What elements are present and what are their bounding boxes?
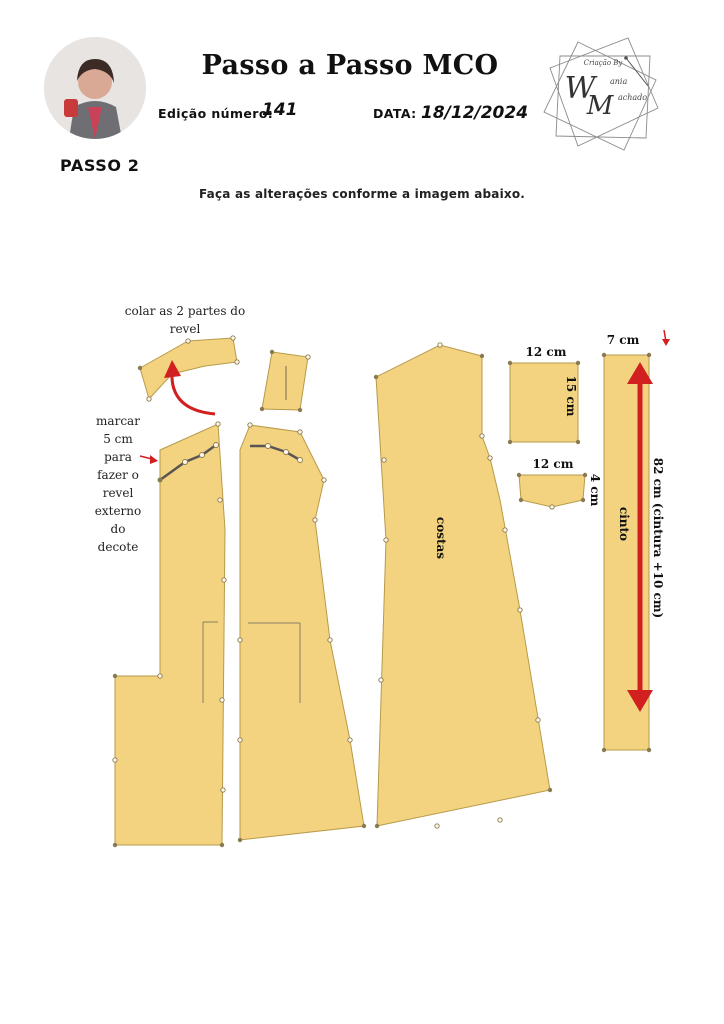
instruction-text: Faça as alterações conforme a imagem abaixo. bbox=[198, 187, 526, 201]
revel-piece bbox=[140, 338, 237, 399]
svg-text:Criação By: Criação By bbox=[583, 59, 623, 67]
note-line: 5 cm bbox=[103, 432, 133, 446]
curved-arrow-icon bbox=[172, 372, 215, 414]
pointer-arrowhead-icon bbox=[150, 455, 158, 464]
note-line: fazer o bbox=[97, 468, 139, 482]
edition-number: 141 bbox=[262, 100, 298, 120]
svg-text:ania: ania bbox=[610, 77, 628, 86]
back-label: costas bbox=[434, 516, 448, 560]
note-line: revel bbox=[169, 322, 201, 336]
belt-length-label: 82 cm (cintura +10 cm) bbox=[651, 457, 665, 619]
note-line: do bbox=[110, 522, 126, 536]
pocket-flap-piece bbox=[519, 475, 585, 507]
note-line: marcar bbox=[96, 414, 140, 428]
belt-width-label: 7 cm bbox=[606, 333, 640, 347]
note-line: colar as 2 partes do bbox=[124, 304, 246, 318]
note-line: decote bbox=[97, 540, 139, 554]
svg-text:M: M bbox=[586, 91, 614, 121]
date-label: DATA: bbox=[373, 106, 417, 121]
flap-height-label: 4 cm bbox=[588, 473, 602, 507]
note-line: para bbox=[104, 450, 132, 464]
pointer-arrowhead-icon bbox=[662, 339, 670, 346]
pocket-height-label: 15 cm bbox=[564, 375, 578, 417]
pocket-width-label: 12 cm bbox=[525, 345, 567, 359]
note-line: revel bbox=[102, 486, 134, 500]
step-heading: PASSO 2 bbox=[60, 156, 140, 175]
front-neck-piece bbox=[262, 352, 308, 410]
edition-label: Edição número: bbox=[158, 106, 274, 121]
page-title: Passo a Passo MCO bbox=[201, 50, 499, 81]
date-value: 18/12/2024 bbox=[421, 103, 529, 123]
belt-label: cinto bbox=[617, 506, 631, 542]
note-line: externo bbox=[94, 504, 142, 518]
flap-width-label: 12 cm bbox=[532, 457, 574, 471]
svg-text:achado: achado bbox=[618, 93, 648, 102]
side-front-piece bbox=[240, 425, 364, 840]
front-piece bbox=[115, 424, 225, 845]
svg-text:W: W bbox=[564, 71, 596, 106]
